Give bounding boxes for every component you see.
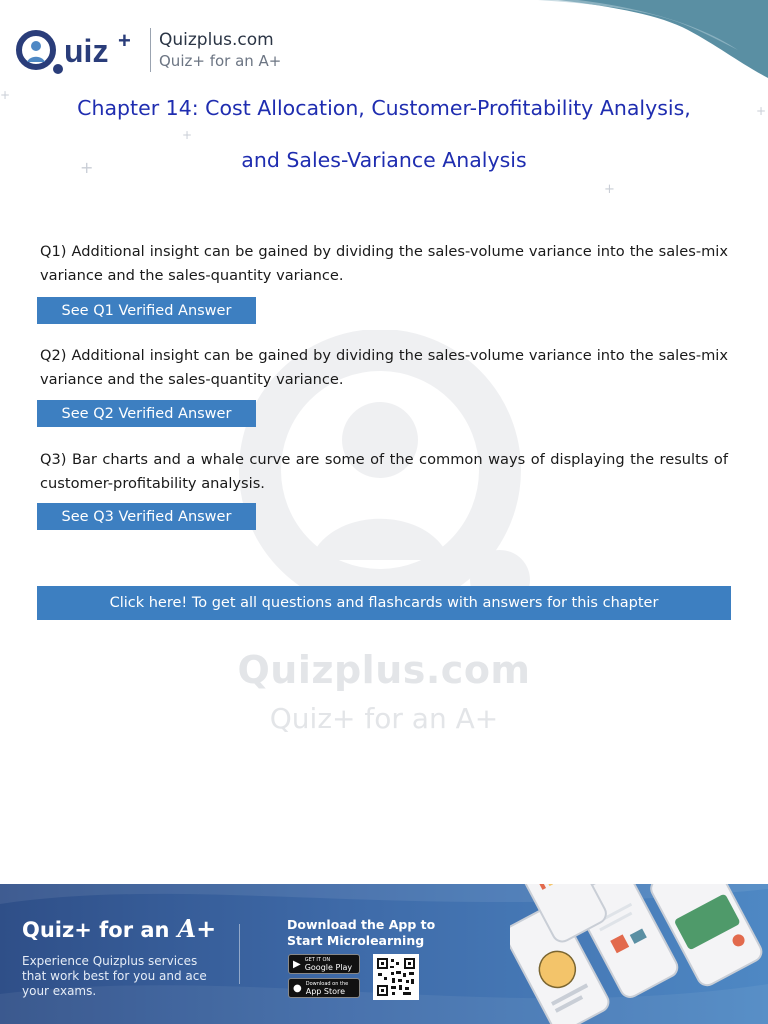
footer-brand-aplus: A+	[177, 914, 217, 943]
question-1-text: Q1) Additional insight can be gained by dividing the sales-volume variance into the sales-mix variance and the sales-quantity variance.	[40, 243, 728, 284]
app-store-button[interactable]	[288, 978, 360, 998]
app-promo-footer	[0, 884, 768, 1024]
google-play-icon: ▶	[293, 958, 301, 970]
quizplus-logo-mark	[14, 24, 144, 76]
header-wave-decoration	[538, 0, 768, 80]
see-q1-answer-button[interactable]: See Q1 Verified Answer	[37, 297, 256, 324]
plus-decoration: +	[182, 128, 193, 142]
svg-text:uiz: uiz	[64, 33, 109, 69]
chapter-title-line-2: and Sales-Variance Analysis	[241, 148, 527, 172]
footer-brand	[22, 914, 216, 943]
footer-brand-text: Quiz+ for an	[22, 918, 170, 942]
footer-description: Experience Quizplus services that work best for you and ace your exams.	[22, 954, 207, 998]
google-play-button[interactable]	[288, 954, 360, 974]
logo-site: Quizplus.com	[159, 30, 274, 50]
apple-icon: ●	[293, 982, 302, 994]
logo-text	[159, 30, 281, 70]
watermark-site: Quizplus.com	[237, 648, 531, 692]
question-2-text: Q2) Additional insight can be gained by dividing the sales-volume variance into the sales-mix variance and the sales-quantity variance.	[40, 347, 728, 388]
google-play-label: GET IT ON Google Play	[304, 957, 353, 972]
see-q3-answer-button[interactable]: See Q3 Verified Answer	[37, 503, 256, 530]
chapter-title-line-1: Chapter 14: Cost Allocation, Customer-Profitability Analysis,	[77, 96, 691, 120]
logo-tagline: Quiz+ for an A+	[159, 52, 282, 70]
download-app-heading	[287, 917, 447, 949]
plus-decoration: +	[80, 158, 94, 177]
question-3-text: Q3) Bar charts and a whale curve are some of the common ways of displaying the results of customer-profitability analysis.	[40, 451, 728, 492]
logo-divider	[150, 28, 151, 72]
svg-text:+: +	[118, 28, 131, 53]
plus-decoration: +	[756, 104, 767, 118]
plus-decoration: +	[0, 88, 11, 102]
get-all-questions-button[interactable]: Click here! To get all questions and flashcards with answers for this chapter	[37, 586, 731, 620]
download-line-2: Start Microlearning	[287, 933, 425, 948]
app-phones-illustration	[510, 884, 768, 1024]
quizplus-logo[interactable]	[14, 24, 281, 76]
footer-divider	[239, 924, 240, 984]
app-store-label: Download on the App Store	[305, 981, 349, 996]
see-q2-answer-button[interactable]: See Q2 Verified Answer	[37, 400, 256, 427]
plus-decoration: +	[604, 182, 615, 197]
qr-code-icon[interactable]	[373, 954, 419, 1000]
download-line-1: Download the App to	[287, 917, 436, 932]
watermark-tagline: Quiz+ for an A+	[269, 702, 499, 735]
